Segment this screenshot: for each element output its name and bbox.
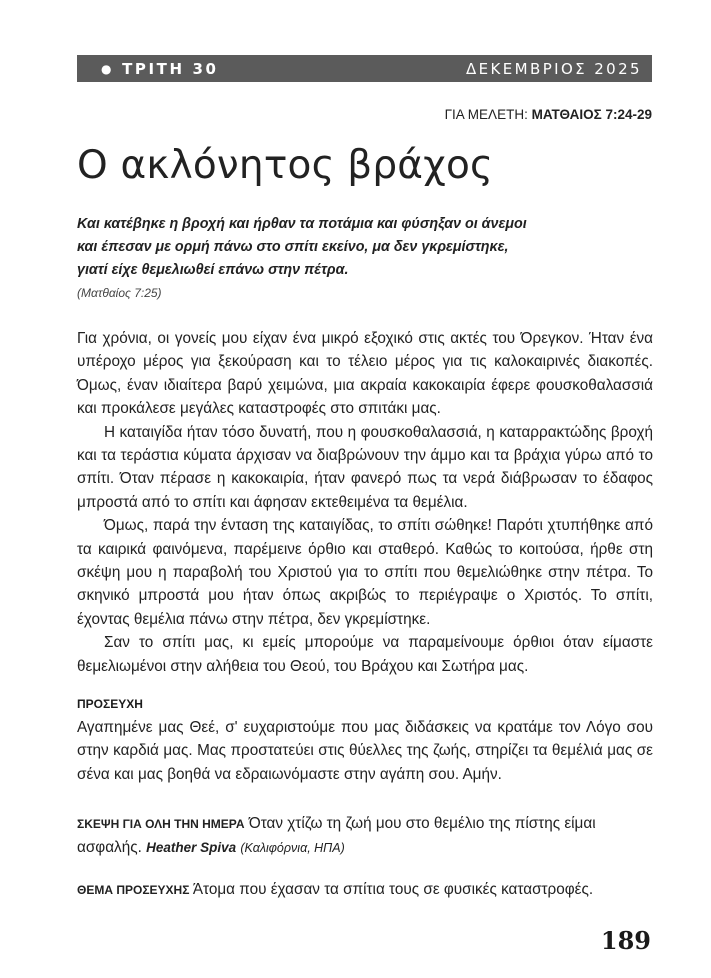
page-number: 189: [600, 926, 651, 955]
study-reference-passage: ΜΑΤΘΑΙΟΣ 7:24-29: [531, 107, 652, 122]
author-name: Heather Spiva: [146, 840, 237, 856]
daily-thought-label: ΣΚΕΨΗ ΓΙΑ ΟΛΗ ΤΗΝ ΗΜΕΡΑ: [77, 817, 245, 831]
month-year-label: ΔΕΚΕΜΒΡΙΟΣ 2025: [466, 59, 642, 78]
body-paragraph: Για χρόνια, οι γονείς μου είχαν ένα μικρό εξοχικό στις ακτές του Όρεγκον. Ήταν ένα υπέροχο μέρος για ξεκούραση και το τέλειο μέρος για τις καλοκαιρινές διακοπές. Όμως, έναν ιδιαίτερα βαρύ χειμώνα, μια ακραία κακοκαιρία έφερε φουσκοθαλασσιά και προκάλεσε μεγάλες καταστροφές στο σπιτάκι μας.: [77, 330, 653, 418]
date-header-bar: [77, 55, 652, 82]
key-verse-line: Και κατέβηκε η βροχή και ήρθαν τα ποτάμια και φύσηξαν οι άνεμοι: [77, 216, 527, 232]
author-location: (Καλιφόρνια, ΗΠΑ): [240, 841, 345, 856]
prayer-text: Αγαπημένε μας Θεέ, σ' ευχαριστούμε που μας διδάσκεις να κρατάμε τον Λόγο σου στην καρδιά μας. Μας προστατεύει στις θύελλες της ζωής, στηρίζει τα θεμέλιά μας σε σένα και μας βοηθά να εδραιωνόμαστε στην αγάπη σου. Αμήν.: [77, 719, 653, 783]
body-paragraph: Όμως, παρά την ένταση της καταιγίδας, το σπίτι σώθηκε! Παρότι χτυπήθηκε από τα καιρικά φαινόμενα, παρέμεινε όρθιο και σταθερό. Καθώς το κοιτούσα, ήρθε στη σκέψη μου η παραβολή του Χριστού για το σπίτι που θεμελιώθηκε στην πέτρα. Το σκηνικό μπροστά μου ήταν όπως ακριβώς το περιέγραψε ο Χριστός. Το σπίτι, έχοντας θεμέλια πάνω στην πέτρα, δεν γκρεμίστηκε.: [77, 517, 653, 628]
daily-thought-text: Όταν χτίζω τη ζωή μου στο θεμέλιο της πίστης είμαι ασφαλής.: [77, 815, 596, 857]
study-reference: [445, 107, 652, 122]
prayer-heading: ΠΡΟΣΕΥΧΗ: [77, 697, 143, 711]
key-verse: [77, 213, 567, 282]
devotional-body: [77, 327, 653, 678]
day-label: ΤΡΙΤΗ 30: [122, 59, 219, 78]
key-verse-reference: (Ματθαίος 7:25): [77, 286, 162, 300]
prayer-theme-label: ΘΕΜΑ ΠΡΟΣΕΥΧΗΣ: [77, 883, 190, 897]
prayer-theme: [77, 878, 653, 902]
day-label-group: [101, 60, 219, 78]
key-verse-line: γιατί είχε θεμελιωθεί επάνω στην πέτρα.: [77, 262, 349, 278]
page-title: Ο ακλόνητος βράχος: [77, 143, 494, 188]
prayer-theme-text: Άτομα που έχασαν τα σπίτια τους σε φυσικές καταστροφές.: [192, 881, 594, 898]
daily-thought: [77, 812, 653, 861]
bullet-icon: ●: [101, 61, 115, 76]
key-verse-line: και έπεσαν με ορμή πάνω στο σπίτι εκείνο, μα δεν γκρεμίστηκε,: [77, 239, 509, 255]
body-paragraph: Η καταιγίδα ήταν τόσο δυνατή, που η φουσκοθαλασσιά, η καταρρακτώδης βροχή και τα τεράστια κύματα άρχισαν να διαβρώνουν την άμμο και τα βράχια γύρω από το σπίτι. Όταν πέρασε η κακοκαιρία, ήταν φανερό πως τα νερά διάβρωσαν το έδαφος μπροστά από το σπίτι και άφησαν εκτεθειμένα τα θεμέλια.: [77, 423, 653, 511]
body-paragraph: Σαν το σπίτι μας, κι εμείς μπορούμε να παραμείνουμε όρθιοι όταν είμαστε θεμελιωμένοι στην αλήθεια του Θεού, του Βράχου και Σωτήρα μας.: [77, 634, 653, 675]
study-reference-label: ΓΙΑ ΜΕΛΕΤΗ:: [444, 107, 528, 122]
